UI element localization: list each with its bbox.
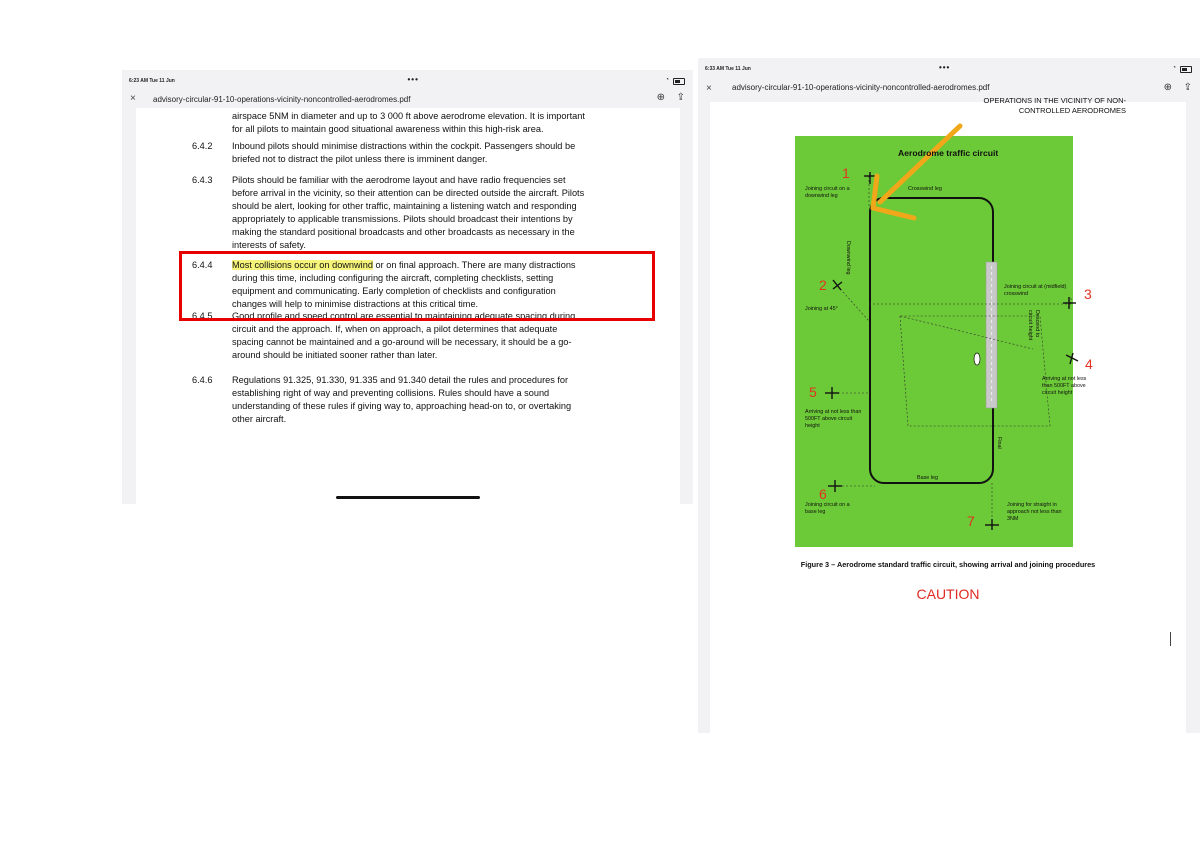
pdf-page — [136, 108, 680, 504]
point-label: Joining circuit on a base leg — [805, 502, 850, 515]
downwind-leg-label: Downwind leg — [845, 241, 851, 275]
section-number: 6.4.2 — [192, 141, 213, 151]
red-annotation-box — [179, 251, 655, 321]
markup-icon[interactable]: ⊕ — [656, 92, 665, 103]
point-label: Joining at 45° — [805, 306, 838, 312]
section-number: 6.4.4 — [192, 260, 213, 270]
wifi-icon: ◔ — [1172, 65, 1176, 71]
paragraph-intro: airspace 5NM in diameter and up to 3 000 ft above aerodrome elevation. It is important for all pilots to maintain good situational awareness within this high-risk area. — [232, 111, 585, 134]
paragraph-6-4-3: Pilots should be familiar with the aerodrome layout and have radio frequencies set before arrival in the vicinity, so their attention can be directed outside the aircraft. Pilots should be alert, looking for other traffic, maintaining a listening watch and responding appropriately to applicable transmissions. Pilots should broadcast their intentions by making the standard positional broadcasts and other broadcasts as necessary in the interests of safety. — [232, 175, 585, 250]
markup-icon[interactable]: ⊕ — [1163, 82, 1172, 93]
crosswind-leg-label: Crosswind leg — [908, 186, 942, 192]
more-dots[interactable]: ••• — [938, 63, 951, 72]
home-indicator[interactable] — [336, 496, 480, 499]
base-leg-label: Base leg — [917, 475, 938, 481]
right-screenshot — [698, 58, 1200, 733]
figure-title: Aerodrome traffic circuit — [898, 148, 999, 158]
highlighted-text[interactable]: Most collisions occur on downwind — [232, 260, 373, 270]
orange-arrow — [873, 126, 960, 218]
section-number: 6.4.3 — [192, 175, 213, 185]
pdf-page — [710, 96, 1186, 733]
point-number: 3 — [1084, 286, 1092, 302]
document-filename: advisory-circular-91-10-operations-vicinity-noncontrolled-aerodromes.pdf — [732, 83, 990, 92]
wifi-icon: ◔ — [665, 77, 669, 83]
share-icon[interactable]: ⇪ — [1183, 82, 1192, 93]
figure-caption: Figure 3 – Aerodrome standard traffic circuit, showing arrival and joining procedures — [800, 560, 1096, 569]
status-time: 6:23 AM Tue 11 Jun — [129, 78, 175, 84]
text-cursor — [1170, 632, 1171, 646]
circuit-path — [870, 198, 993, 483]
final-label: Final — [996, 437, 1002, 449]
section-number: 6.4.6 — [192, 375, 213, 385]
point-number: 6 — [819, 486, 827, 502]
status-bar — [122, 70, 693, 84]
share-icon[interactable]: ⇪ — [676, 92, 685, 103]
point-label: Arriving at not less than 500FT above circuit height — [1042, 376, 1087, 396]
paragraph-6-4-6: Regulations 91.325, 91.330, 91.335 and 91.340 detail the rules and procedures for establishing right of way and preventing collisions. Rules should have a sound understanding of these rules if giving way to, approaching head-on to, or overtaking other aircraft. — [232, 375, 572, 424]
windsock-icon — [974, 353, 980, 365]
status-time: 6:33 AM Tue 11 Jun — [705, 66, 751, 72]
status-bar — [698, 58, 1200, 72]
left-screenshot — [122, 70, 693, 504]
point-label: Joining circuit at (midfield) crosswind — [1004, 284, 1067, 297]
paragraph-6-4-5: Good profile and speed control are essential to maintaining adequate spacing during circuit and the approach. If, when on approach, a pilot determines that adequate spacing cannot be maintained and a go-around will be necessary, it should be a go- around should be initiated sooner rather than later. — [232, 311, 576, 360]
battery-icon — [673, 78, 685, 85]
battery-icon — [1180, 66, 1192, 73]
paragraph-6-4-2: Inbound pilots should minimise distractions within the cockpit. Passengers should be briefed not to distract the pilot unless there is imminent danger. — [232, 141, 576, 164]
aircraft-icons — [825, 172, 1078, 530]
close-icon[interactable]: × — [706, 83, 712, 94]
point-label: Arriving at not less than 500FT above circuit height — [805, 409, 862, 429]
page-header: OPERATIONS IN THE VICINITY OF NON- CONTROLLED AERODROMES — [983, 96, 1126, 115]
caution-heading: CAUTION — [916, 586, 980, 602]
point-label: Joining for straight in approach not less than 3NM — [1007, 502, 1062, 522]
paragraph-6-4-4: Most collisions occur on downwind or on final approach. There are many distractions during this time, including configuring the aircraft, completing checklists, setting equipment and communicating. Early completion of checklists and configuration changes will help to minimise distractions at this critical time. — [232, 260, 576, 309]
point-number: 1 — [842, 165, 850, 181]
traffic-circuit-figure — [795, 136, 1093, 547]
point-label: Joining circuit on a downwind leg — [805, 186, 850, 199]
more-dots[interactable]: ••• — [407, 75, 419, 84]
point-number: 7 — [967, 513, 975, 529]
point-number: 2 — [819, 277, 827, 293]
point-number: 5 — [809, 384, 817, 400]
close-icon[interactable]: × — [130, 93, 136, 104]
section-number: 6.4.5 — [192, 311, 213, 321]
document-titlebar — [122, 92, 693, 108]
document-filename: advisory-circular-91-10-operations-vicinity-noncontrolled-aerodromes.pdf — [153, 95, 411, 104]
point-number: 4 — [1085, 356, 1093, 372]
descend-label: Descend to circuit height — [1027, 310, 1040, 341]
